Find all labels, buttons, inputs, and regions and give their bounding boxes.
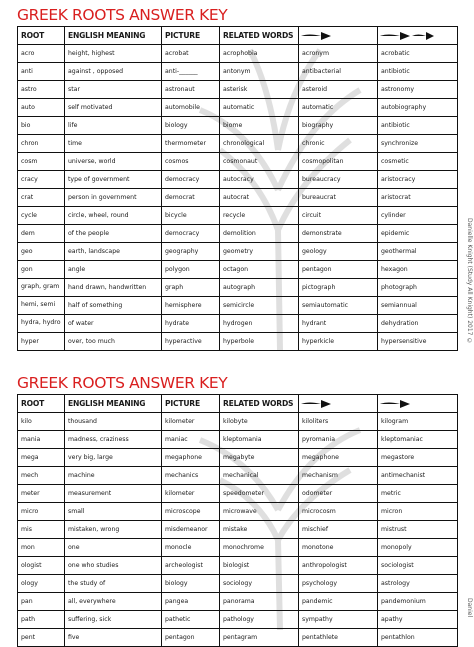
cell-related-word: kiloliters: [299, 413, 378, 431]
cell-root: mega: [18, 449, 65, 467]
cell-related-word: biome: [220, 117, 299, 135]
cell-root: bio: [18, 117, 65, 135]
cell-related-word: pathology: [220, 611, 299, 629]
cell-related-word: geometry: [220, 243, 299, 261]
cell-related-word: hypersensitive: [378, 333, 458, 351]
cell-related-word: antimechanist: [378, 467, 458, 485]
cell-root: mon: [18, 539, 65, 557]
cell-related-word: photograph: [378, 279, 458, 297]
cell-related-word: astronomy: [378, 81, 458, 99]
section-title: GREEK ROOTS ANSWER KEY: [17, 374, 228, 392]
cell-picture: hemisphere: [162, 297, 220, 315]
table-row: [18, 575, 458, 593]
table-header-row: [18, 27, 458, 45]
cell-related-word: hyperkicle: [299, 333, 378, 351]
cell-related-word: autocracy: [220, 171, 299, 189]
cell-related-word: pentagon: [299, 261, 378, 279]
cell-root: graph, gram: [18, 279, 65, 297]
cell-related-word: cylinder: [378, 207, 458, 225]
cell-picture: monocle: [162, 539, 220, 557]
cell-related-word: hydrogen: [220, 315, 299, 333]
table-row: [18, 171, 458, 189]
cell-related-word: antonym: [220, 63, 299, 81]
cell-english-meaning: time: [65, 135, 162, 153]
cell-related-word: automatic: [299, 99, 378, 117]
arrow-right-icon: [380, 32, 410, 40]
related-words-label: RELATED WORDS: [223, 31, 294, 40]
header-arrow-cell: [378, 27, 458, 45]
cell-picture: graph: [162, 279, 220, 297]
cell-related-word: monopoly: [378, 539, 458, 557]
cell-related-word: bureaucrat: [299, 189, 378, 207]
cell-related-word: metric: [378, 485, 458, 503]
cell-related-word: semiautomatic: [299, 297, 378, 315]
cell-related-word: megastore: [378, 449, 458, 467]
cell-picture: kilometer: [162, 485, 220, 503]
cell-english-meaning: earth, landscape: [65, 243, 162, 261]
header-arrow-cell: [378, 395, 458, 413]
cell-related-word: hydrant: [299, 315, 378, 333]
cell-picture: pentagon: [162, 629, 220, 647]
table-row: [18, 611, 458, 629]
cell-related-word: microwave: [220, 503, 299, 521]
table-row: [18, 279, 458, 297]
cell-related-word: acronym: [299, 45, 378, 63]
cell-related-word: chronological: [220, 135, 299, 153]
roots-table: [17, 394, 458, 647]
cell-picture: anti-______: [162, 63, 220, 81]
cell-related-word: hexagon: [378, 261, 458, 279]
cell-related-word: biography: [299, 117, 378, 135]
cell-english-meaning: type of government: [65, 171, 162, 189]
cell-root: pan: [18, 593, 65, 611]
cell-related-word: cosmopolitan: [299, 153, 378, 171]
cell-english-meaning: the study of: [65, 575, 162, 593]
cell-root: kilo: [18, 413, 65, 431]
cell-english-meaning: universe, world: [65, 153, 162, 171]
arrow-right-icon: [412, 32, 434, 40]
cell-related-word: semiannual: [378, 297, 458, 315]
table-row: [18, 467, 458, 485]
header-arrow-cell: [299, 395, 378, 413]
cell-related-word: mechanism: [299, 467, 378, 485]
cell-related-word: aristocrat: [378, 189, 458, 207]
header-root: ROOT: [18, 27, 65, 45]
cell-picture: automobile: [162, 99, 220, 117]
cell-root: pent: [18, 629, 65, 647]
cell-picture: hyperactive: [162, 333, 220, 351]
cell-related-word: autobiography: [378, 99, 458, 117]
table-row: [18, 225, 458, 243]
header-picture: PICTURE: [162, 27, 220, 45]
cell-picture: polygon: [162, 261, 220, 279]
arrow-right-icon: [380, 400, 410, 408]
cell-related-word: geology: [299, 243, 378, 261]
cell-english-meaning: one: [65, 539, 162, 557]
table-header-row: [18, 395, 458, 413]
cell-related-word: psychology: [299, 575, 378, 593]
cell-related-word: acrophobia: [220, 45, 299, 63]
table-row: [18, 557, 458, 575]
cell-related-word: autograph: [220, 279, 299, 297]
cell-english-meaning: all, everywhere: [65, 593, 162, 611]
cell-picture: microscope: [162, 503, 220, 521]
cell-english-meaning: hand drawn, handwritten: [65, 279, 162, 297]
cell-related-word: bureaucracy: [299, 171, 378, 189]
cell-related-word: kilobyte: [220, 413, 299, 431]
cell-related-word: anthropologist: [299, 557, 378, 575]
cell-related-word: aristocracy: [378, 171, 458, 189]
table-row: [18, 449, 458, 467]
cell-english-meaning: circle, wheel, round: [65, 207, 162, 225]
cell-related-word: megaphone: [299, 449, 378, 467]
header-arrow-cell: [299, 27, 378, 45]
cell-related-word: cosmetic: [378, 153, 458, 171]
cell-root: crat: [18, 189, 65, 207]
cell-picture: astronaut: [162, 81, 220, 99]
cell-picture: megaphone: [162, 449, 220, 467]
cell-related-word: geothermal: [378, 243, 458, 261]
header-related-words: [220, 395, 299, 413]
cell-root: anti: [18, 63, 65, 81]
arrow-right-icon: [301, 400, 331, 408]
cell-root: cosm: [18, 153, 65, 171]
cell-picture: biology: [162, 575, 220, 593]
cell-related-word: kleptomania: [220, 431, 299, 449]
cell-picture: misdemeanor: [162, 521, 220, 539]
table-row: [18, 81, 458, 99]
answer-key-section-2: [17, 372, 457, 647]
cell-related-word: asterisk: [220, 81, 299, 99]
table-row: [18, 521, 458, 539]
table-row: [18, 45, 458, 63]
cell-related-word: sympathy: [299, 611, 378, 629]
cell-related-word: pyromania: [299, 431, 378, 449]
cell-english-meaning: one who studies: [65, 557, 162, 575]
header-picture: PICTURE: [162, 395, 220, 413]
cell-english-meaning: self motivated: [65, 99, 162, 117]
cell-english-meaning: small: [65, 503, 162, 521]
cell-picture: pathetic: [162, 611, 220, 629]
cell-root: chron: [18, 135, 65, 153]
cell-root: auto: [18, 99, 65, 117]
cell-root: hyper: [18, 333, 65, 351]
table-row: [18, 135, 458, 153]
cell-related-word: octagon: [220, 261, 299, 279]
cell-related-word: mistake: [220, 521, 299, 539]
cell-root: ologist: [18, 557, 65, 575]
cell-related-word: epidemic: [378, 225, 458, 243]
cell-related-word: pictograph: [299, 279, 378, 297]
cell-english-meaning: madness, craziness: [65, 431, 162, 449]
cell-root: geo: [18, 243, 65, 261]
cell-picture: archeologist: [162, 557, 220, 575]
cell-related-word: microcosm: [299, 503, 378, 521]
table-row: [18, 99, 458, 117]
cell-picture: thermometer: [162, 135, 220, 153]
table-row: [18, 153, 458, 171]
table-row: [18, 593, 458, 611]
cell-english-meaning: person in government: [65, 189, 162, 207]
cell-english-meaning: suffering, sick: [65, 611, 162, 629]
cell-related-word: micron: [378, 503, 458, 521]
cell-related-word: kilogram: [378, 413, 458, 431]
table-row: [18, 207, 458, 225]
arrow-right-icon: [301, 32, 331, 40]
cell-root: mis: [18, 521, 65, 539]
cell-related-word: sociology: [220, 575, 299, 593]
cell-picture: democrat: [162, 189, 220, 207]
table-row: [18, 629, 458, 647]
cell-english-meaning: angle: [65, 261, 162, 279]
cell-root: ology: [18, 575, 65, 593]
cell-root: micro: [18, 503, 65, 521]
cell-related-word: mechanical: [220, 467, 299, 485]
cell-related-word: megabyte: [220, 449, 299, 467]
cell-picture: biology: [162, 117, 220, 135]
table-row: [18, 485, 458, 503]
cell-related-word: biologist: [220, 557, 299, 575]
cell-related-word: mischief: [299, 521, 378, 539]
cell-root: meter: [18, 485, 65, 503]
cell-english-meaning: over, too much: [65, 333, 162, 351]
cell-english-meaning: mistaken, wrong: [65, 521, 162, 539]
cell-related-word: antibiotic: [378, 63, 458, 81]
cell-picture: cosmos: [162, 153, 220, 171]
vertical-credit-text-2: Daniel: [466, 598, 473, 618]
cell-related-word: pentathlete: [299, 629, 378, 647]
cell-related-word: acrobatic: [378, 45, 458, 63]
header-root: ROOT: [18, 395, 65, 413]
table-row: [18, 503, 458, 521]
cell-related-word: apathy: [378, 611, 458, 629]
roots-table: [17, 26, 458, 351]
table-row: [18, 63, 458, 81]
cell-root: gon: [18, 261, 65, 279]
related-words-label: RELATED WORDS: [223, 399, 294, 408]
vertical-credit-text: Danielle Knight (Study All Knight) 2017 ©: [466, 218, 473, 345]
cell-related-word: antibacterial: [299, 63, 378, 81]
cell-picture: kilometer: [162, 413, 220, 431]
cell-english-meaning: of water: [65, 315, 162, 333]
cell-english-meaning: machine: [65, 467, 162, 485]
cell-root: hemi, semi: [18, 297, 65, 315]
cell-picture: maniac: [162, 431, 220, 449]
cell-picture: mechanics: [162, 467, 220, 485]
table-row: [18, 539, 458, 557]
cell-root: cracy: [18, 171, 65, 189]
cell-english-meaning: life: [65, 117, 162, 135]
header-related-words: [220, 27, 299, 45]
cell-related-word: speedometer: [220, 485, 299, 503]
cell-english-meaning: star: [65, 81, 162, 99]
cell-english-meaning: very big, large: [65, 449, 162, 467]
cell-related-word: pandemonium: [378, 593, 458, 611]
cell-related-word: asteroid: [299, 81, 378, 99]
cell-related-word: odometer: [299, 485, 378, 503]
cell-root: acro: [18, 45, 65, 63]
table-row: [18, 189, 458, 207]
cell-related-word: semicircle: [220, 297, 299, 315]
cell-related-word: synchronize: [378, 135, 458, 153]
cell-english-meaning: height, highest: [65, 45, 162, 63]
cell-root: hydra, hydro: [18, 315, 65, 333]
cell-related-word: panorama: [220, 593, 299, 611]
cell-related-word: monochrome: [220, 539, 299, 557]
cell-related-word: kleptomaniac: [378, 431, 458, 449]
cell-picture: acrobat: [162, 45, 220, 63]
cell-root: astro: [18, 81, 65, 99]
cell-related-word: demolition: [220, 225, 299, 243]
table-row: [18, 297, 458, 315]
cell-english-meaning: five: [65, 629, 162, 647]
cell-related-word: dehydration: [378, 315, 458, 333]
table-row: [18, 333, 458, 351]
cell-related-word: sociologist: [378, 557, 458, 575]
cell-picture: hydrate: [162, 315, 220, 333]
cell-related-word: cosmonaut: [220, 153, 299, 171]
cell-root: mech: [18, 467, 65, 485]
cell-related-word: pandemic: [299, 593, 378, 611]
cell-english-meaning: against , opposed: [65, 63, 162, 81]
cell-picture: democracy: [162, 171, 220, 189]
cell-root: mania: [18, 431, 65, 449]
cell-related-word: autocrat: [220, 189, 299, 207]
cell-picture: geography: [162, 243, 220, 261]
cell-english-meaning: of the people: [65, 225, 162, 243]
cell-root: cycle: [18, 207, 65, 225]
cell-picture: democracy: [162, 225, 220, 243]
header-english-meaning: ENGLISH MEANING: [65, 27, 162, 45]
cell-english-meaning: half of something: [65, 297, 162, 315]
section-title: GREEK ROOTS ANSWER KEY: [17, 6, 228, 24]
cell-related-word: astrology: [378, 575, 458, 593]
answer-key-section-1: [17, 4, 457, 351]
cell-picture: bicycle: [162, 207, 220, 225]
cell-related-word: automatic: [220, 99, 299, 117]
cell-related-word: mistrust: [378, 521, 458, 539]
table-row: [18, 243, 458, 261]
cell-related-word: chronic: [299, 135, 378, 153]
cell-root: path: [18, 611, 65, 629]
cell-related-word: pentagram: [220, 629, 299, 647]
header-english-meaning: ENGLISH MEANING: [65, 395, 162, 413]
table-row: [18, 315, 458, 333]
table-row: [18, 261, 458, 279]
cell-related-word: hyperbole: [220, 333, 299, 351]
cell-english-meaning: thousand: [65, 413, 162, 431]
cell-root: dem: [18, 225, 65, 243]
cell-related-word: recycle: [220, 207, 299, 225]
cell-related-word: pentathlon: [378, 629, 458, 647]
cell-picture: pangea: [162, 593, 220, 611]
cell-english-meaning: measurement: [65, 485, 162, 503]
table-row: [18, 117, 458, 135]
cell-related-word: demonstrate: [299, 225, 378, 243]
cell-related-word: monotone: [299, 539, 378, 557]
cell-related-word: circuit: [299, 207, 378, 225]
table-row: [18, 431, 458, 449]
table-row: [18, 413, 458, 431]
cell-related-word: antibiotic: [378, 117, 458, 135]
